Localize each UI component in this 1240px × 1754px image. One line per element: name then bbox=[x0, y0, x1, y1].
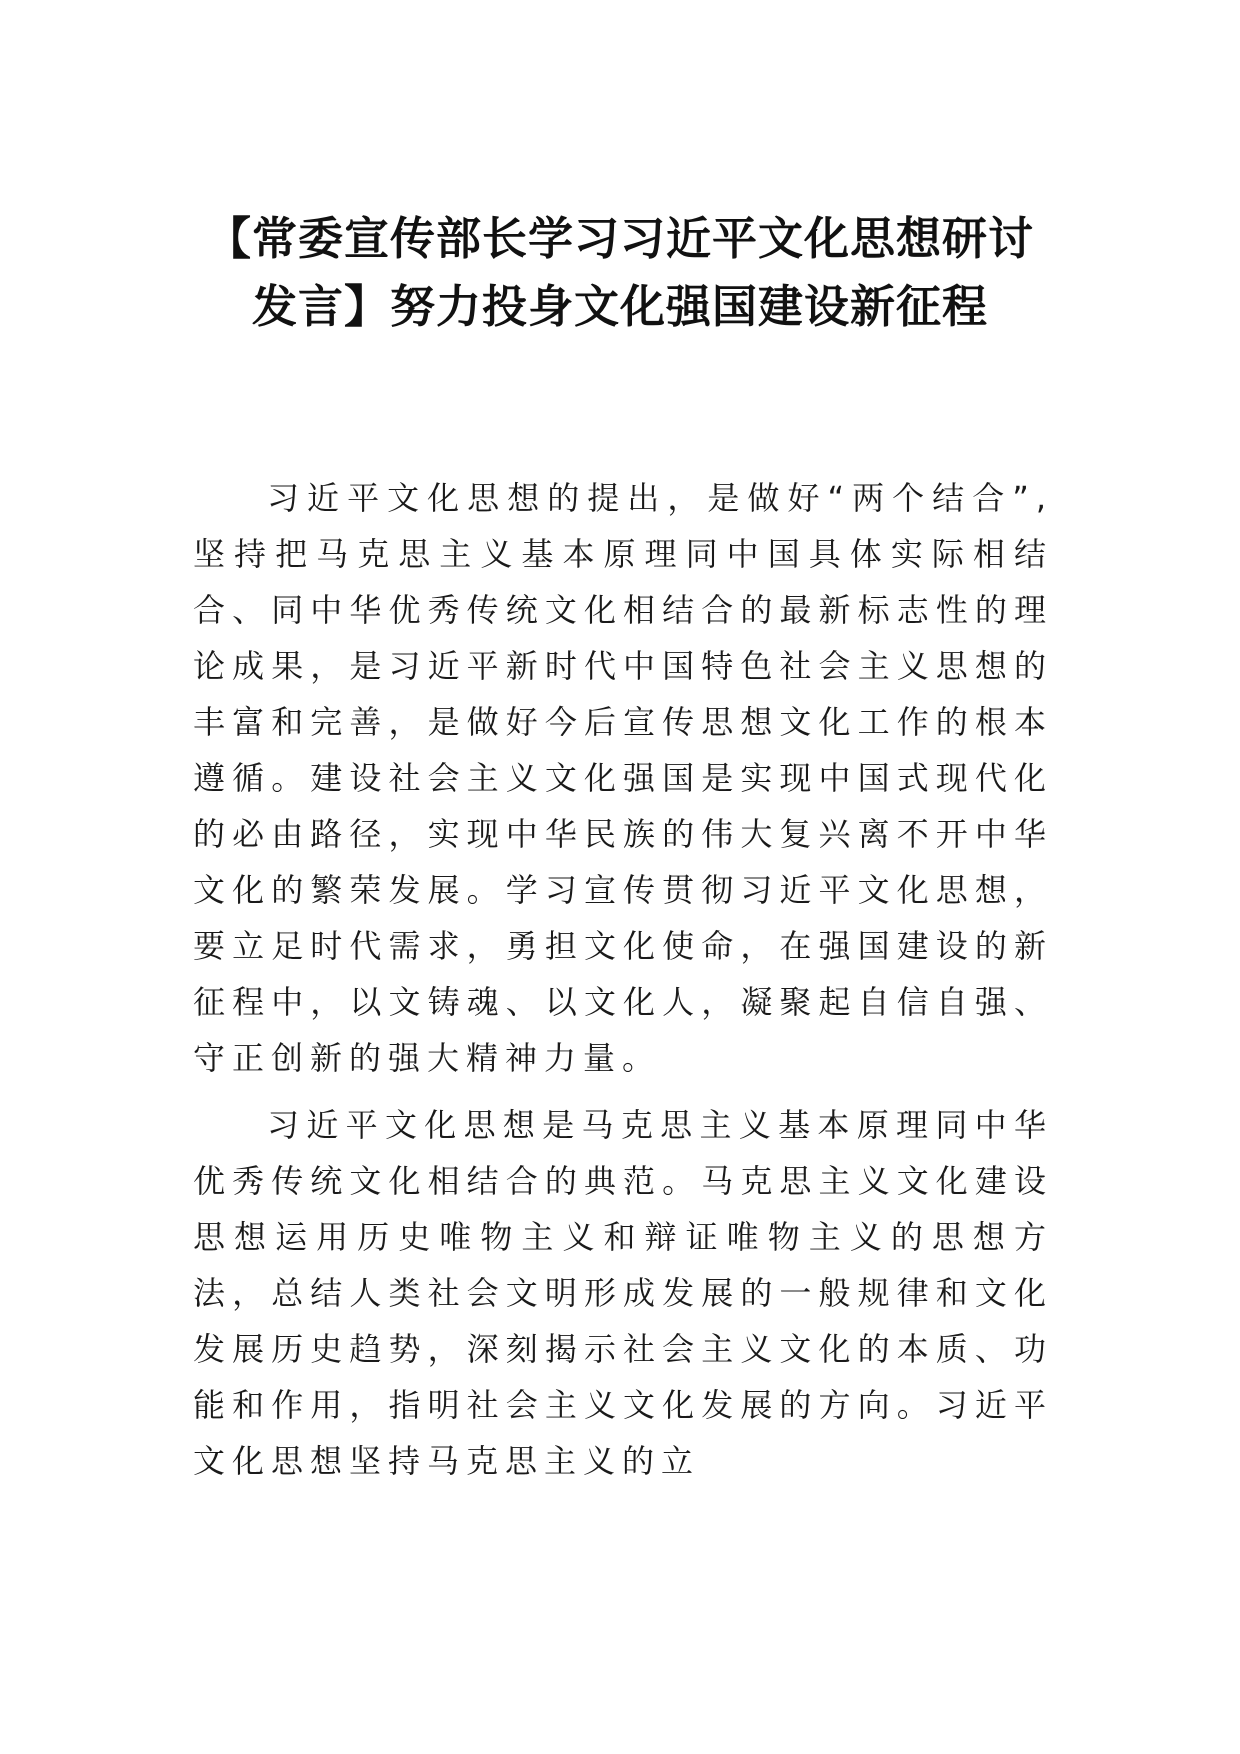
body-paragraph: 习近平文化思想的提出，是做好“两个结合”,坚持把马克思主义基本原理同中国具体实际相结合、同中华优秀传统文化相结合的最新标志性的理论成果，是习近平新时代中国特色社会主义思想的丰富和完善，是做好今后宣传思想文化工作的根本遵循。建设社会主义文化强国是实现中国式现代化的必由路径，实现中华民族的伟大复兴离不开中华文化的繁荣发展。学习宣传贯彻习近平文化思想，要立足时代需求，勇担文化使命，在强国建设的新征程中，以文铸魂、以文化人，凝聚起自信自强、守正创新的强大精神力量。 bbox=[193, 479, 1053, 1077]
body-paragraph: 习近平文化思想是马克思主义基本原理同中华优秀传统文化相结合的典范。马克思主义文化建设思想运用历史唯物主义和辩证唯物主义的思想方法，总结人类社会文明形成发展的一般规律和文化发展历史趋势，深刻揭示社会主义文化的本质、功能和作用，指明社会主义文化发展的方向。习近平文化思想坚持马克思主义的立 bbox=[193, 1106, 1053, 1480]
document-title: 【常委宣传部长学习习近平文化思想研讨发言】努力投身文化强国建设新征程 bbox=[205, 212, 1034, 333]
